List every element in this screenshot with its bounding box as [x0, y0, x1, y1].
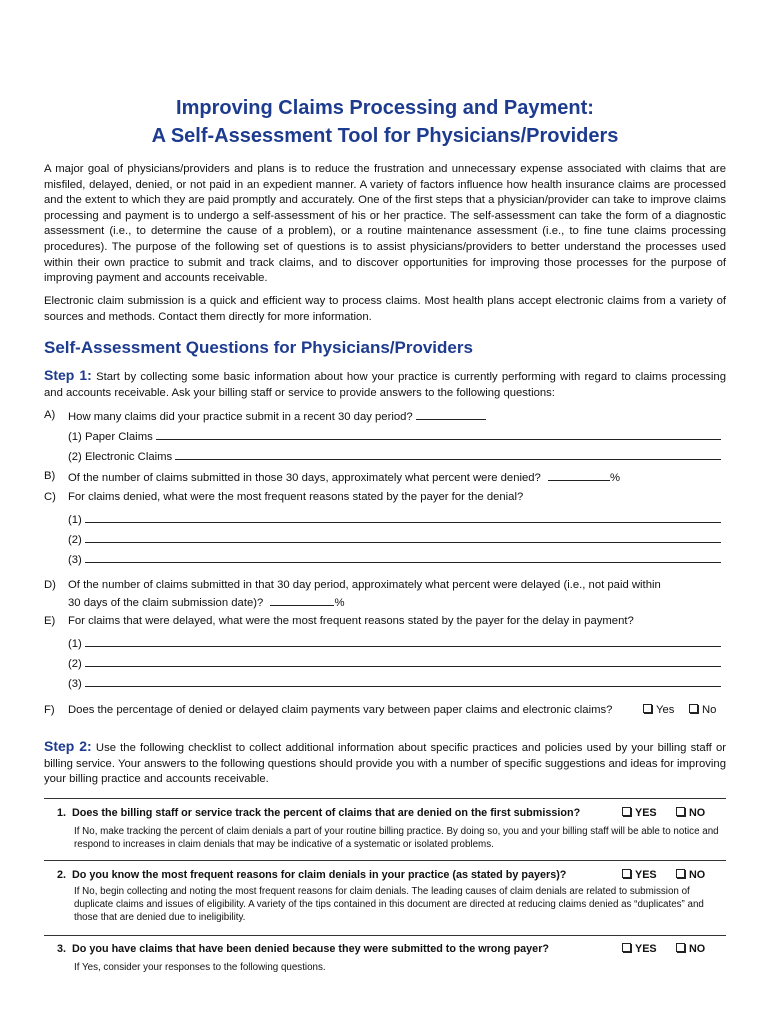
checkbox-icon[interactable] [622, 807, 631, 816]
item-2-yes-option[interactable] [622, 868, 657, 884]
denial-reason-row-2 [68, 531, 721, 549]
paper-claims-input[interactable] [156, 428, 721, 440]
section-heading: Self-Assessment Questions for Physicians/Providers [44, 338, 473, 357]
denial-reason-input-1[interactable] [85, 511, 721, 523]
yes-label: YES [635, 869, 657, 881]
item-number: 2. [56, 869, 66, 881]
question-a-text: How many claims did your practice submit in a recent 30 day period? [68, 411, 413, 423]
question-b-text: Of the number of claims submitted in those 30 days, approximately what percent were denied? [68, 472, 541, 484]
delay-reason-input-1[interactable] [85, 635, 721, 647]
step1-block [44, 368, 726, 401]
question-b [68, 469, 620, 487]
question-a-letter: A) [44, 409, 56, 421]
electronic-claims-label: (2) Electronic Claims [68, 451, 173, 463]
step2-block [44, 739, 726, 788]
no-label: NO [689, 869, 706, 881]
paper-claims-row [68, 428, 721, 446]
checkbox-icon[interactable] [676, 943, 685, 952]
delay-reason-row-1 [68, 635, 721, 653]
question-e-letter: E) [44, 615, 56, 627]
checkbox-icon[interactable] [622, 943, 631, 952]
no-label: NO [689, 807, 706, 819]
electronic-paragraph: Electronic claim submission is a quick and efficient way to process claims. Most health plans accept electronic claims from a variety of sources and methods. Contact them directly for more information. [44, 295, 726, 323]
denial-reason-row-1 [68, 511, 721, 529]
divider [44, 860, 726, 861]
item-question: Do you have claims that have been denied because they were submitted to the wrong payer? [72, 943, 549, 955]
question-d-text-1: Of the number of claims submitted in that 30 day period, approximately what percent were delayed (i.e., not paid within [68, 579, 661, 591]
item-2-no-option[interactable] [676, 868, 705, 884]
delay-reason-input-3[interactable] [85, 675, 721, 687]
item-3-no-option[interactable] [676, 942, 705, 958]
question-d-line-2 [68, 594, 344, 612]
item-question: Does the billing staff or service track the percent of claims that are denied on the first submission? [72, 807, 581, 819]
delayed-percent-input[interactable] [270, 594, 334, 606]
divider [44, 935, 726, 936]
yes-label: Yes [656, 704, 675, 716]
denial-reason-row-3 [68, 551, 721, 569]
step2-label: Step 2: [44, 738, 92, 754]
page-title-line-1: Improving Claims Processing and Payment: [176, 97, 594, 119]
item-1-yes-option[interactable] [622, 806, 657, 822]
checkbox-icon[interactable] [676, 807, 685, 816]
item-3-note: If Yes, consider your responses to the following questions. [74, 962, 326, 973]
delay-reason-input-2[interactable] [85, 655, 721, 667]
delay-reason-number: (1) [68, 638, 82, 650]
delay-reason-row-3 [68, 675, 721, 693]
question-a [68, 408, 486, 426]
item-3-yes-option[interactable] [622, 942, 657, 958]
intro-paragraph: A major goal of physicians/providers and plans is to reduce the frustration and unnecessary expense associated with claims that are misfiled, delayed, denied, or not paid in an expedient manner. A variety of factors influence how health insurance claims are processed and the extent to which they are paid promptly and accurately. One of the first steps that a physician/provider can take to improve claims processing and payment is to undergo a self-assessment of his or her practice. The self-assessment can take the form of a diagnostic assessment (i.e., to determine the cause of a problem), or a routine maintenance assessment (i.e., to fine tune claims processing procedures). The purpose of the following set of questions is to assist physicians/providers to better understand the processes used within their own practice to submit and track claims, and to discover opportunities for improving those processes for the purpose of improving payment and accounts receivable. [44, 163, 726, 285]
step1-label: Step 1: [44, 367, 92, 383]
question-f-text: Does the percentage of denied or delayed claim payments vary between paper claims and electronic claims? [68, 704, 613, 716]
item-1-note: If No, make tracking the percent of claim denials a part of your routine billing practice. By doing so, you and your billing staff will be able to notice and respond to increases in claim denials that may be indicative of a systematic or isolated problems. [74, 826, 719, 850]
question-c-letter: C) [44, 491, 56, 503]
question-f-letter: F) [44, 704, 55, 716]
question-c-text: For claims denied, what were the most frequent reasons stated by the payer for the denial? [68, 491, 524, 503]
question-b-letter: B) [44, 470, 56, 482]
no-label: NO [689, 943, 706, 955]
paper-claims-label: (1) Paper Claims [68, 431, 153, 443]
denial-reason-number: (2) [68, 534, 82, 546]
delay-reason-number: (3) [68, 678, 82, 690]
page-title-line-2: A Self-Assessment Tool for Physicians/Providers [151, 125, 619, 147]
yes-label: YES [635, 943, 657, 955]
delay-reason-number: (2) [68, 658, 82, 670]
question-d-letter: D) [44, 579, 56, 591]
item-number: 3. [56, 943, 66, 955]
denial-reason-input-2[interactable] [85, 531, 721, 543]
step2-text: Use the following checklist to collect additional information about specific practices and policies used by your billing staff or billing service. Your answers to the following questions should provide you with a number of specific suggestions and ideas for improving your billing practice and accounts receivable. [44, 742, 726, 786]
item-2-note: If No, begin collecting and noting the most frequent reasons for claim denials. The leading causes of claim denials are related to submission of duplicate claims and issues of eligibility. A variety of the tips contained in this document are directed at reducing claims denied as “duplicates” and those that are denied due to ineligibility. [74, 886, 704, 923]
denial-reason-number: (3) [68, 554, 82, 566]
question-f-yes-option[interactable] [643, 703, 674, 719]
claims-count-input[interactable] [416, 408, 486, 420]
step1-text: Start by collecting some basic information about how your practice is currently performing with regard to claims processing and accounts receivable. Ask your billing staff or service to provide answers to the following questions: [44, 371, 726, 399]
no-label: No [702, 704, 717, 716]
item-question: Do you know the most frequent reasons for claim denials in your practice (as stated by payers)? [72, 869, 567, 881]
checkbox-icon[interactable] [643, 704, 652, 713]
checkbox-icon[interactable] [676, 869, 685, 878]
item-1-no-option[interactable] [676, 806, 705, 822]
electronic-claims-input[interactable] [175, 448, 721, 460]
percent-sign: % [334, 597, 345, 609]
denied-percent-input[interactable] [548, 469, 610, 481]
checkbox-icon[interactable] [689, 704, 698, 713]
yes-label: YES [635, 807, 657, 819]
electronic-claims-row [68, 448, 721, 466]
denial-reason-input-3[interactable] [85, 551, 721, 563]
checkbox-icon[interactable] [622, 869, 631, 878]
question-d-text-2: 30 days of the claim submission date)? [68, 597, 264, 609]
question-f-no-option[interactable] [689, 703, 716, 719]
divider [44, 798, 726, 799]
delay-reason-row-2 [68, 655, 721, 673]
item-number: 1. [56, 807, 66, 819]
percent-sign: % [609, 472, 621, 484]
question-e-text: For claims that were delayed, what were the most frequent reasons stated by the payer for the delay in payment? [68, 615, 634, 627]
denial-reason-number: (1) [68, 514, 82, 526]
